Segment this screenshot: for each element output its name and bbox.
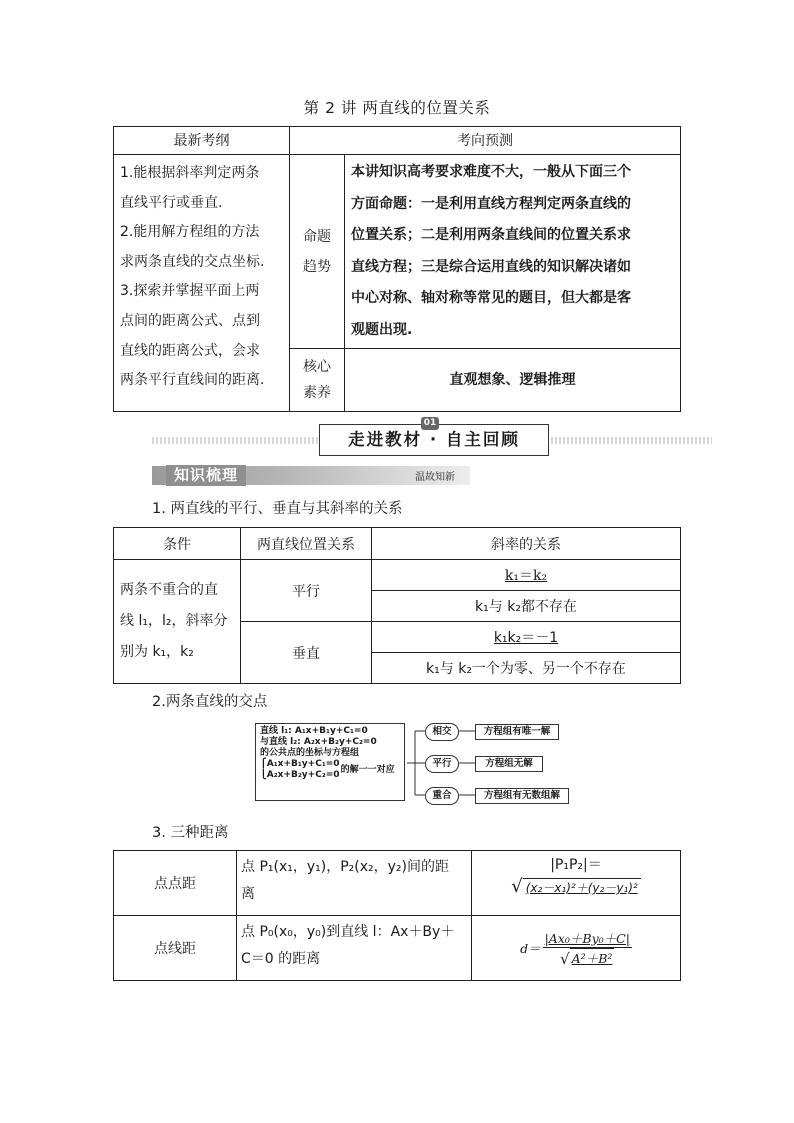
col-slope: 斜率的关系 [372,528,681,560]
section-subtitle: 温故知新 [415,472,455,483]
syllabus-line: 直线的距离公式，会求 [120,342,260,359]
heading-slope-relations: 1. 两直线的平行、垂直与其斜率的关系 [152,501,403,517]
trend-line: 中心对称、轴对称等常见的题目，但大都是客 [351,290,631,306]
trend-line: 位置关系；二是利用两条直线间的位置关系求 [351,227,631,243]
trend-line: 观题出现. [351,321,413,338]
syllabus-line: 求两条直线的交点坐标. [120,253,265,270]
distance-table [113,850,681,981]
result-infinite: 方程组有无数组解 [475,788,569,804]
point-line-label: 点线距 [114,916,237,981]
pill-coincide: 重合 [425,787,459,805]
point-point-desc: 点 P₁(x₁，y₁)，P₂(x₂，y₂)间的距 离 [237,851,472,916]
parallel-relation-1: k₁＝k₂ [372,560,681,591]
banner-stripe-right [547,437,712,444]
point-point-label: 点点距 [114,851,237,916]
condition-cell: 两条不重合的直 线 l₁，l₂，斜率分 别为 k₁，k₂ [114,560,241,684]
system-description: 直线 l₁: A₁x+B₁y+C₁=0 与直线 l₂: A₂x+B₂y+C₂=0 的公共点的坐标与方程组 ⎧A₁x+B₁y+C₁=0 ⎩A₂x+B₂y+C₂=0 的解一一对应 [255,723,405,801]
result-none: 方程组无解 [475,756,543,772]
point-point-formula: |P₁P₂|＝ √ (x₂－x₁)²＋(y₂－y₁)² [472,851,681,916]
heading-intersection: 2.两条直线的交点 [152,694,268,710]
parallel-relation-2: k₁与 k₂都不存在 [372,591,681,622]
trend-line: 直线方程；三是综合运用直线的知识解决诸如 [351,258,631,275]
literacy-label: 核心 素养 [290,349,345,412]
formula-denominator: A²＋B² [570,948,615,967]
trend-label: 命题 趋势 [290,155,345,349]
syllabus-line: 点间的距离公式、点到 [120,312,260,329]
pill-parallel: 平行 [425,755,459,773]
section-title: 知识梳理 [166,465,246,486]
syllabus-line: 1.能根据斜率判定两条 [120,165,260,181]
banner-stripe-left [152,437,319,444]
literacy-text: 直观想象、逻辑推理 [345,349,681,412]
trend-line: 本讲知识高考要求难度不大，一般从下面三个 [351,164,631,180]
parallel-label: 平行 [241,560,372,622]
banner-title: 走进教材 · 自主回顾 [319,424,549,456]
perpendicular-relation-1: k₁k₂＝－1 [372,622,681,653]
syllabus-line: 直线平行或垂直. [120,194,223,211]
formula-numerator: |Ax₀＋By₀＋C| [544,931,630,946]
heading-distances: 3. 三种距离 [152,825,229,841]
point-line-desc: 点 P₀(x₀，y₀)到直线 l：Ax＋By＋ C＝0 的距离 [237,916,472,981]
header-syllabus: 最新考纲 [114,127,290,155]
syllabus-line: 2.能用解方程组的方法 [120,224,260,241]
perpendicular-label: 垂直 [241,622,372,684]
point-point-radicand: (x₂－x₁)²＋(y₂－y₁)² [523,878,641,896]
syllabus-line: 两条平行直线间的距离. [120,372,265,389]
result-unique: 方程组有唯一解 [475,724,559,740]
col-condition: 条件 [114,528,241,560]
header-prediction: 考向预测 [290,127,681,155]
syllabus-table [113,126,681,412]
intersection-diagram [255,721,570,807]
banner-number: 01 [421,417,439,430]
col-position: 两直线位置关系 [241,528,372,560]
syllabus-cell [114,155,290,412]
point-line-formula: d＝ |Ax₀＋By₀＋C| √ A²＋B² [472,916,681,981]
trend-line: 方面命题：一是利用直线方程判定两条直线的 [351,195,631,212]
syllabus-line: 3.探索并掌握平面上两 [120,283,260,300]
pill-intersect: 相交 [425,723,459,741]
page-title: 第 2 讲 两直线的位置关系 [303,99,491,117]
perpendicular-relation-2: k₁与 k₂一个为零、另一个不存在 [372,653,681,684]
slope-table [113,527,681,684]
trend-text [345,155,681,349]
